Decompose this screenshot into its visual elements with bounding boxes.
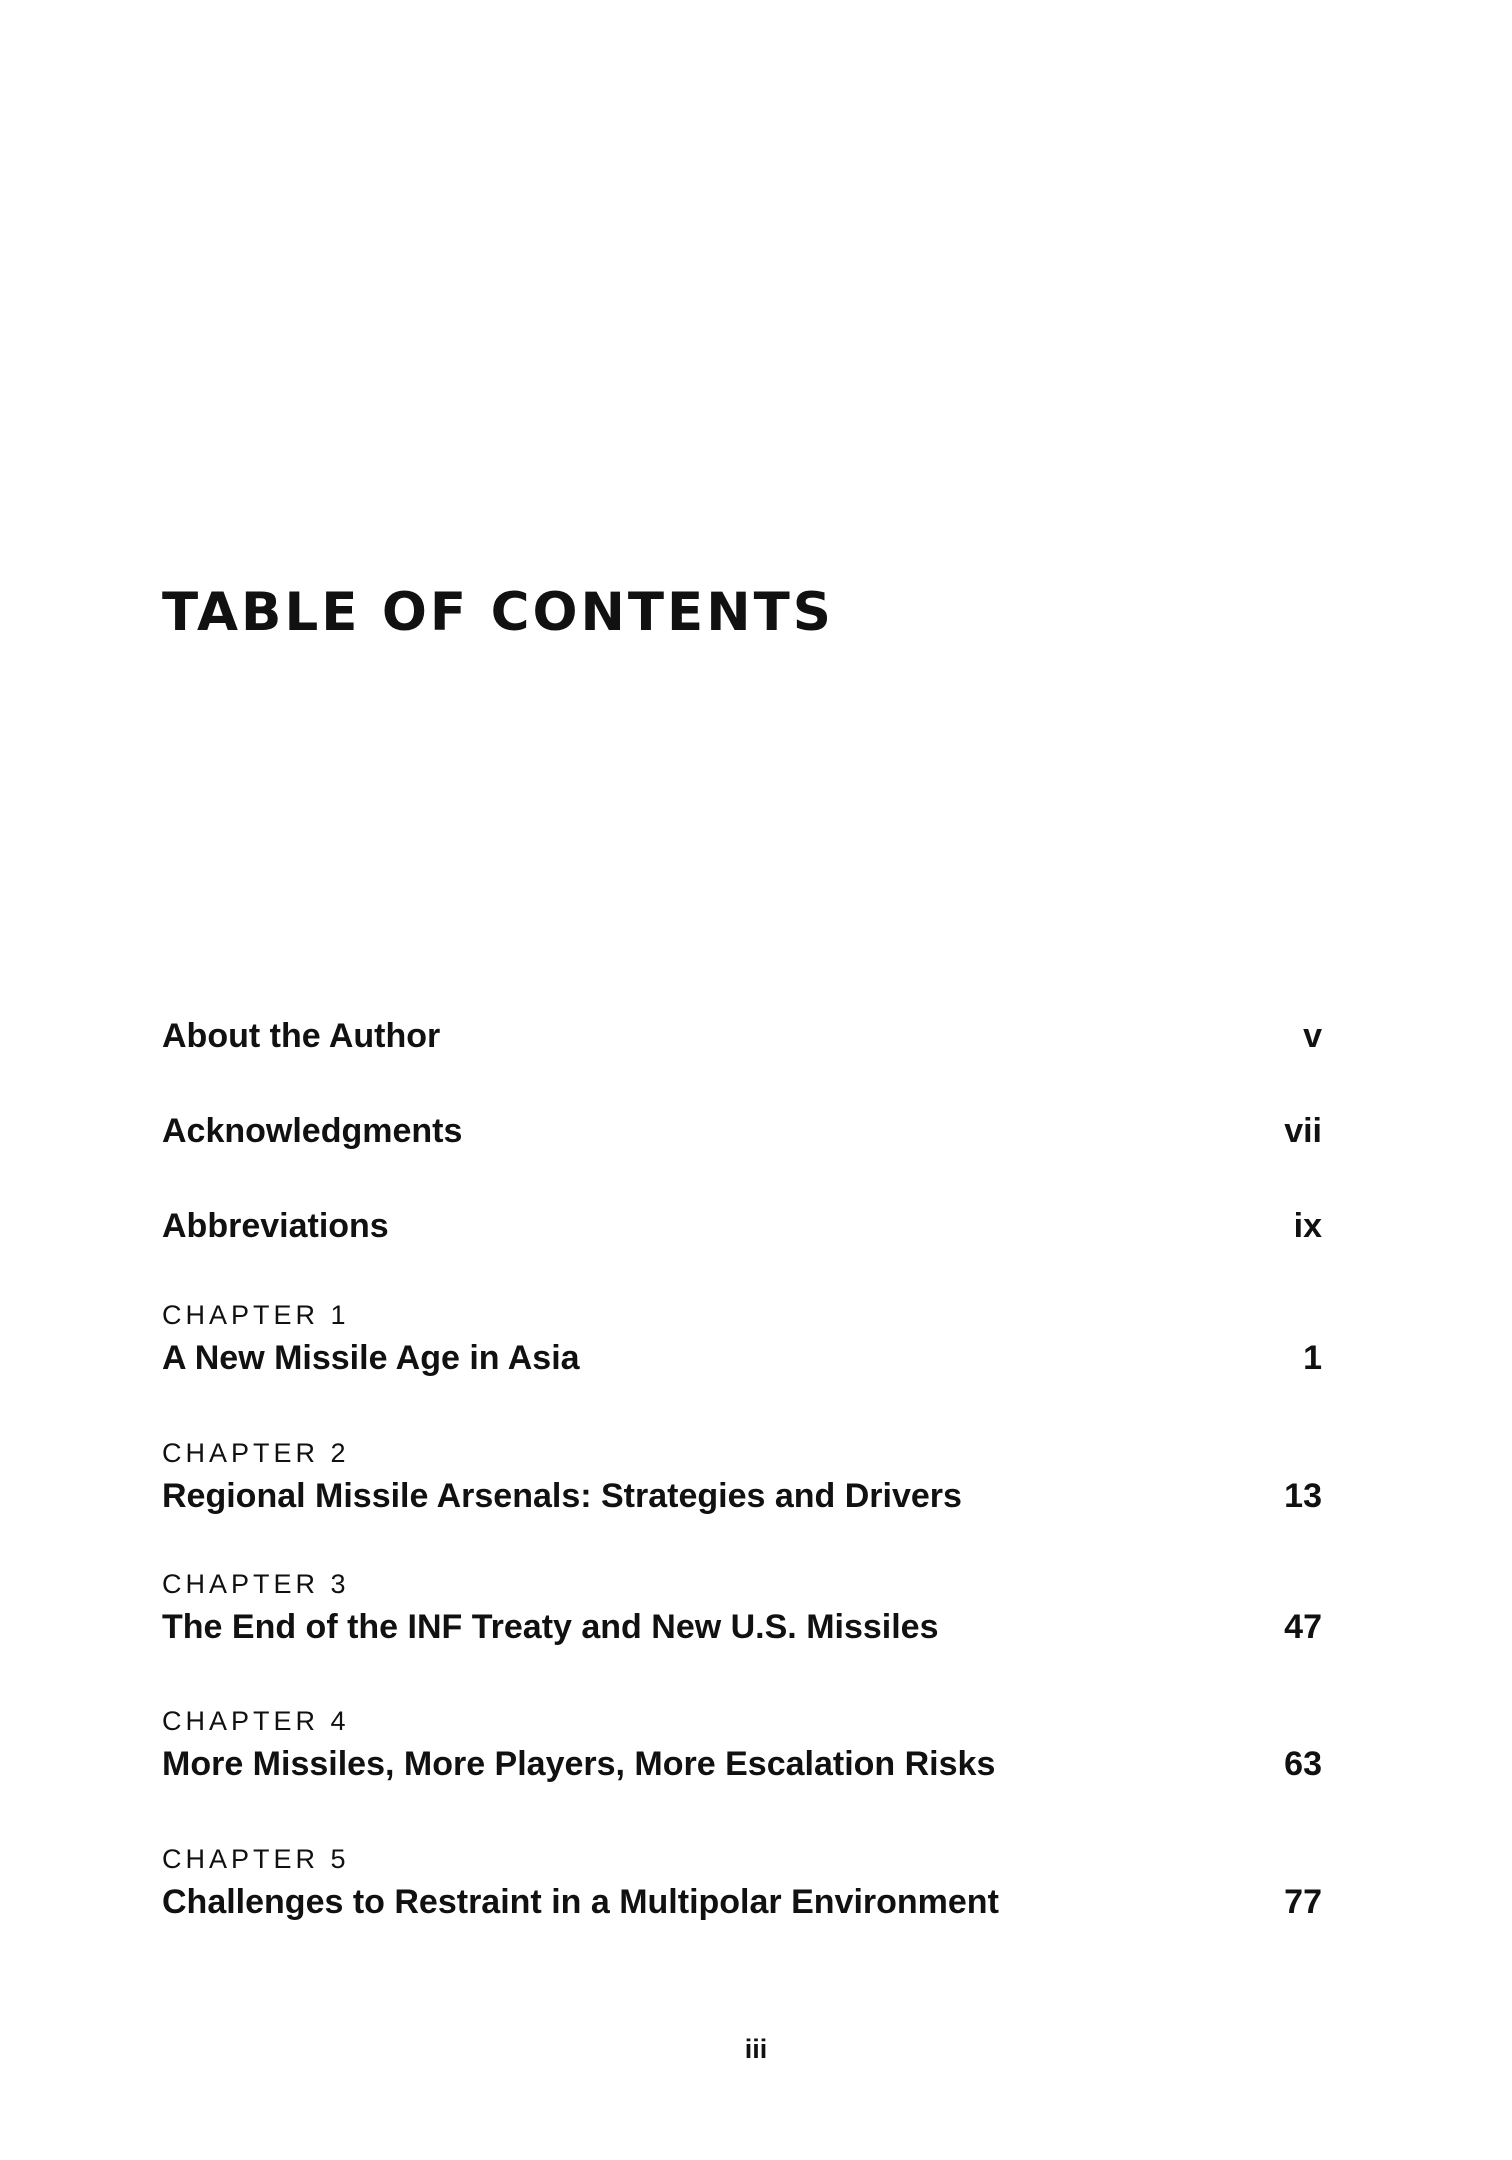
chapter-title: More Missiles, More Players, More Escalation Risks [162, 1745, 996, 1783]
page-title: TABLE OF CONTENTS [162, 582, 834, 643]
toc-entry-page-number: ix [1293, 1207, 1322, 1245]
toc-entry-page-number: 77 [1284, 1883, 1322, 1921]
toc-entry-page-number: 47 [1284, 1608, 1322, 1646]
chapter-title: A New Missile Age in Asia [162, 1339, 580, 1377]
chapter-title: The End of the INF Treaty and New U.S. Missiles [162, 1608, 939, 1646]
chapter-number: CHAPTER 2 [162, 1438, 350, 1468]
toc-entry-label: Abbreviations [162, 1207, 389, 1245]
chapter-number: CHAPTER 5 [162, 1844, 350, 1874]
page-number-folio: iii [744, 2034, 768, 2064]
table-of-contents [162, 0, 1322, 2160]
toc-entry-page-number: 1 [1303, 1339, 1322, 1377]
toc-entry-page-number: vii [1284, 1112, 1322, 1150]
toc-entry-label: Acknowledgments [162, 1112, 463, 1150]
chapter-title: Regional Missile Arsenals: Strategies and Drivers [162, 1477, 962, 1515]
chapter-number: CHAPTER 4 [162, 1706, 350, 1736]
toc-entry-page-number: 63 [1284, 1745, 1322, 1783]
toc-entry-page-number: 13 [1284, 1477, 1322, 1515]
chapter-number: CHAPTER 1 [162, 1300, 350, 1330]
chapter-number: CHAPTER 3 [162, 1569, 350, 1599]
toc-entry-page-number: v [1303, 1017, 1322, 1055]
chapter-title: Challenges to Restraint in a Multipolar Environment [162, 1883, 999, 1921]
toc-entry-label: About the Author [162, 1017, 441, 1055]
